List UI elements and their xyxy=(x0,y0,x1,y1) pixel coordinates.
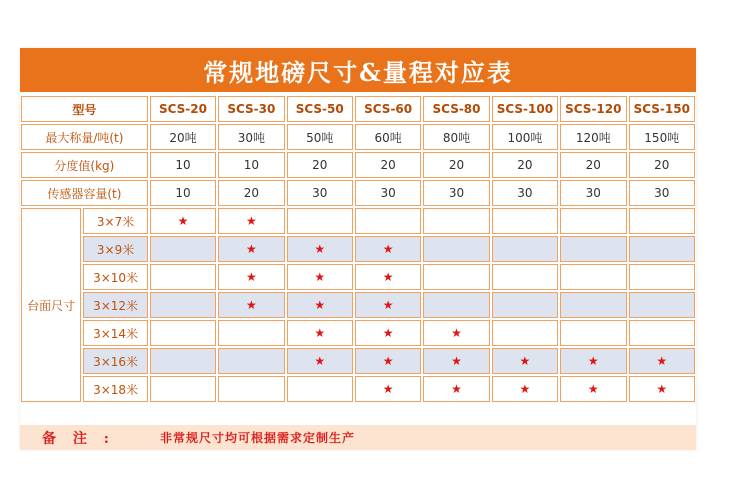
spec-row xyxy=(21,152,695,178)
spec-value: 80吨 xyxy=(423,124,489,150)
compat-cell xyxy=(560,320,626,346)
compat-cell xyxy=(492,348,558,374)
compat-cell xyxy=(287,292,353,318)
spec-value: 30吨 xyxy=(218,124,284,150)
spec-value: 20 xyxy=(492,152,558,178)
platform-size-label: 台面尺寸 xyxy=(21,208,81,402)
star-icon: ★ xyxy=(382,270,394,284)
compat-cell xyxy=(629,208,696,234)
size-label: 3×16米 xyxy=(83,348,147,374)
spec-value: 20 xyxy=(287,152,353,178)
spec-value: 10 xyxy=(218,152,284,178)
compat-cell xyxy=(287,208,353,234)
compat-cell xyxy=(218,208,284,234)
star-icon: ★ xyxy=(177,214,189,228)
size-label: 3×18米 xyxy=(83,376,147,402)
note-label: 备 注 : xyxy=(42,430,115,447)
size-row xyxy=(21,208,695,234)
size-label: 3×10米 xyxy=(83,264,147,290)
compat-cell xyxy=(218,348,284,374)
compat-cell xyxy=(560,376,626,402)
model-name: SCS-30 xyxy=(218,96,284,122)
compat-cell xyxy=(492,236,558,262)
spec-row xyxy=(21,124,695,150)
compat-cell xyxy=(355,208,421,234)
compat-cell xyxy=(423,348,489,374)
compat-cell xyxy=(150,236,216,262)
star-icon: ★ xyxy=(382,354,394,368)
spec-sheet xyxy=(20,48,696,450)
compat-cell xyxy=(150,264,216,290)
spec-value: 20 xyxy=(355,152,421,178)
star-icon: ★ xyxy=(451,354,462,368)
model-name: SCS-50 xyxy=(287,96,353,122)
compat-cell xyxy=(423,292,489,318)
compat-cell xyxy=(150,348,216,374)
compat-cell xyxy=(218,320,284,346)
spec-label: 分度值(kg) xyxy=(21,152,148,178)
star-icon: ★ xyxy=(519,382,531,396)
compat-cell xyxy=(355,292,421,318)
model-name: SCS-80 xyxy=(423,96,489,122)
star-icon: ★ xyxy=(587,354,599,368)
size-row xyxy=(21,376,695,402)
star-icon: ★ xyxy=(587,382,599,396)
compat-cell xyxy=(492,292,558,318)
compat-cell xyxy=(355,236,421,262)
star-icon: ★ xyxy=(245,298,257,312)
compat-cell xyxy=(492,264,558,290)
spec-value: 150吨 xyxy=(629,124,696,150)
star-icon: ★ xyxy=(314,354,326,368)
compat-cell xyxy=(423,376,489,402)
compat-cell xyxy=(423,320,489,346)
compat-cell xyxy=(492,376,558,402)
spec-table xyxy=(19,94,697,404)
compat-cell xyxy=(423,208,489,234)
star-icon: ★ xyxy=(382,382,394,396)
star-icon: ★ xyxy=(451,382,462,396)
spec-label: 最大称量/吨(t) xyxy=(21,124,148,150)
compat-cell xyxy=(629,320,696,346)
star-icon: ★ xyxy=(656,354,668,368)
star-icon: ★ xyxy=(245,270,257,284)
compat-cell xyxy=(287,320,353,346)
model-name: SCS-60 xyxy=(355,96,421,122)
compat-cell xyxy=(355,320,421,346)
compat-cell xyxy=(355,348,421,374)
compat-cell xyxy=(560,348,626,374)
star-icon: ★ xyxy=(245,214,257,228)
model-name: SCS-120 xyxy=(560,96,626,122)
compat-cell xyxy=(492,208,558,234)
model-name: SCS-100 xyxy=(492,96,558,122)
size-label: 3×9米 xyxy=(83,236,147,262)
size-label: 3×7米 xyxy=(83,208,147,234)
compat-cell xyxy=(355,264,421,290)
compat-cell xyxy=(629,348,696,374)
spec-value: 20 xyxy=(423,152,489,178)
compat-cell xyxy=(629,292,696,318)
model-name: SCS-20 xyxy=(150,96,216,122)
spec-row xyxy=(21,180,695,206)
compat-cell xyxy=(150,320,216,346)
star-icon: ★ xyxy=(314,270,326,284)
compat-cell xyxy=(287,264,353,290)
spec-label: 传感器容量(t) xyxy=(21,180,148,206)
compat-cell xyxy=(629,264,696,290)
star-icon: ★ xyxy=(382,242,394,256)
star-icon: ★ xyxy=(314,326,326,340)
star-icon: ★ xyxy=(382,298,394,312)
size-label: 3×12米 xyxy=(83,292,147,318)
spec-value: 30 xyxy=(287,180,353,206)
star-icon: ★ xyxy=(656,382,668,396)
spec-value: 30 xyxy=(560,180,626,206)
table-title: 常规地磅尺寸&量程对应表 xyxy=(20,48,696,92)
size-row xyxy=(21,236,695,262)
star-icon: ★ xyxy=(382,326,394,340)
compat-cell xyxy=(560,292,626,318)
compat-cell xyxy=(287,236,353,262)
size-label: 3×14米 xyxy=(83,320,147,346)
compat-cell xyxy=(150,208,216,234)
model-header-row xyxy=(21,96,695,122)
model-header-label: 型号 xyxy=(21,96,148,122)
compat-cell xyxy=(150,376,216,402)
spec-value: 20 xyxy=(629,152,696,178)
compat-cell xyxy=(218,236,284,262)
spec-value: 20 xyxy=(218,180,284,206)
star-icon: ★ xyxy=(314,242,326,256)
compat-cell xyxy=(423,264,489,290)
spec-value: 10 xyxy=(150,152,216,178)
spec-value: 30 xyxy=(355,180,421,206)
spec-value: 120吨 xyxy=(560,124,626,150)
star-icon: ★ xyxy=(451,326,462,340)
compat-cell xyxy=(560,264,626,290)
spec-value: 100吨 xyxy=(492,124,558,150)
compat-cell xyxy=(629,236,696,262)
compat-cell xyxy=(492,320,558,346)
size-row xyxy=(21,264,695,290)
spec-value: 20吨 xyxy=(150,124,216,150)
star-icon: ★ xyxy=(519,354,531,368)
compat-cell xyxy=(355,376,421,402)
spec-value: 30 xyxy=(492,180,558,206)
spec-value: 30 xyxy=(423,180,489,206)
spec-value: 10 xyxy=(150,180,216,206)
compat-cell xyxy=(287,348,353,374)
compat-cell xyxy=(218,264,284,290)
note-bar xyxy=(20,425,696,450)
model-name: SCS-150 xyxy=(629,96,696,122)
note-text: 非常规尺寸均可根据需求定制生产 xyxy=(160,431,356,445)
compat-cell xyxy=(423,236,489,262)
spec-value: 30 xyxy=(629,180,696,206)
star-icon: ★ xyxy=(314,298,326,312)
spec-value: 20 xyxy=(560,152,626,178)
size-row xyxy=(21,348,695,374)
compat-cell xyxy=(218,292,284,318)
compat-cell xyxy=(560,208,626,234)
size-row xyxy=(21,292,695,318)
spec-value: 60吨 xyxy=(355,124,421,150)
compat-cell xyxy=(629,376,696,402)
star-icon: ★ xyxy=(245,242,257,256)
compat-cell xyxy=(218,376,284,402)
compat-cell xyxy=(150,292,216,318)
size-row xyxy=(21,320,695,346)
compat-cell xyxy=(560,236,626,262)
spec-value: 50吨 xyxy=(287,124,353,150)
compat-cell xyxy=(287,376,353,402)
